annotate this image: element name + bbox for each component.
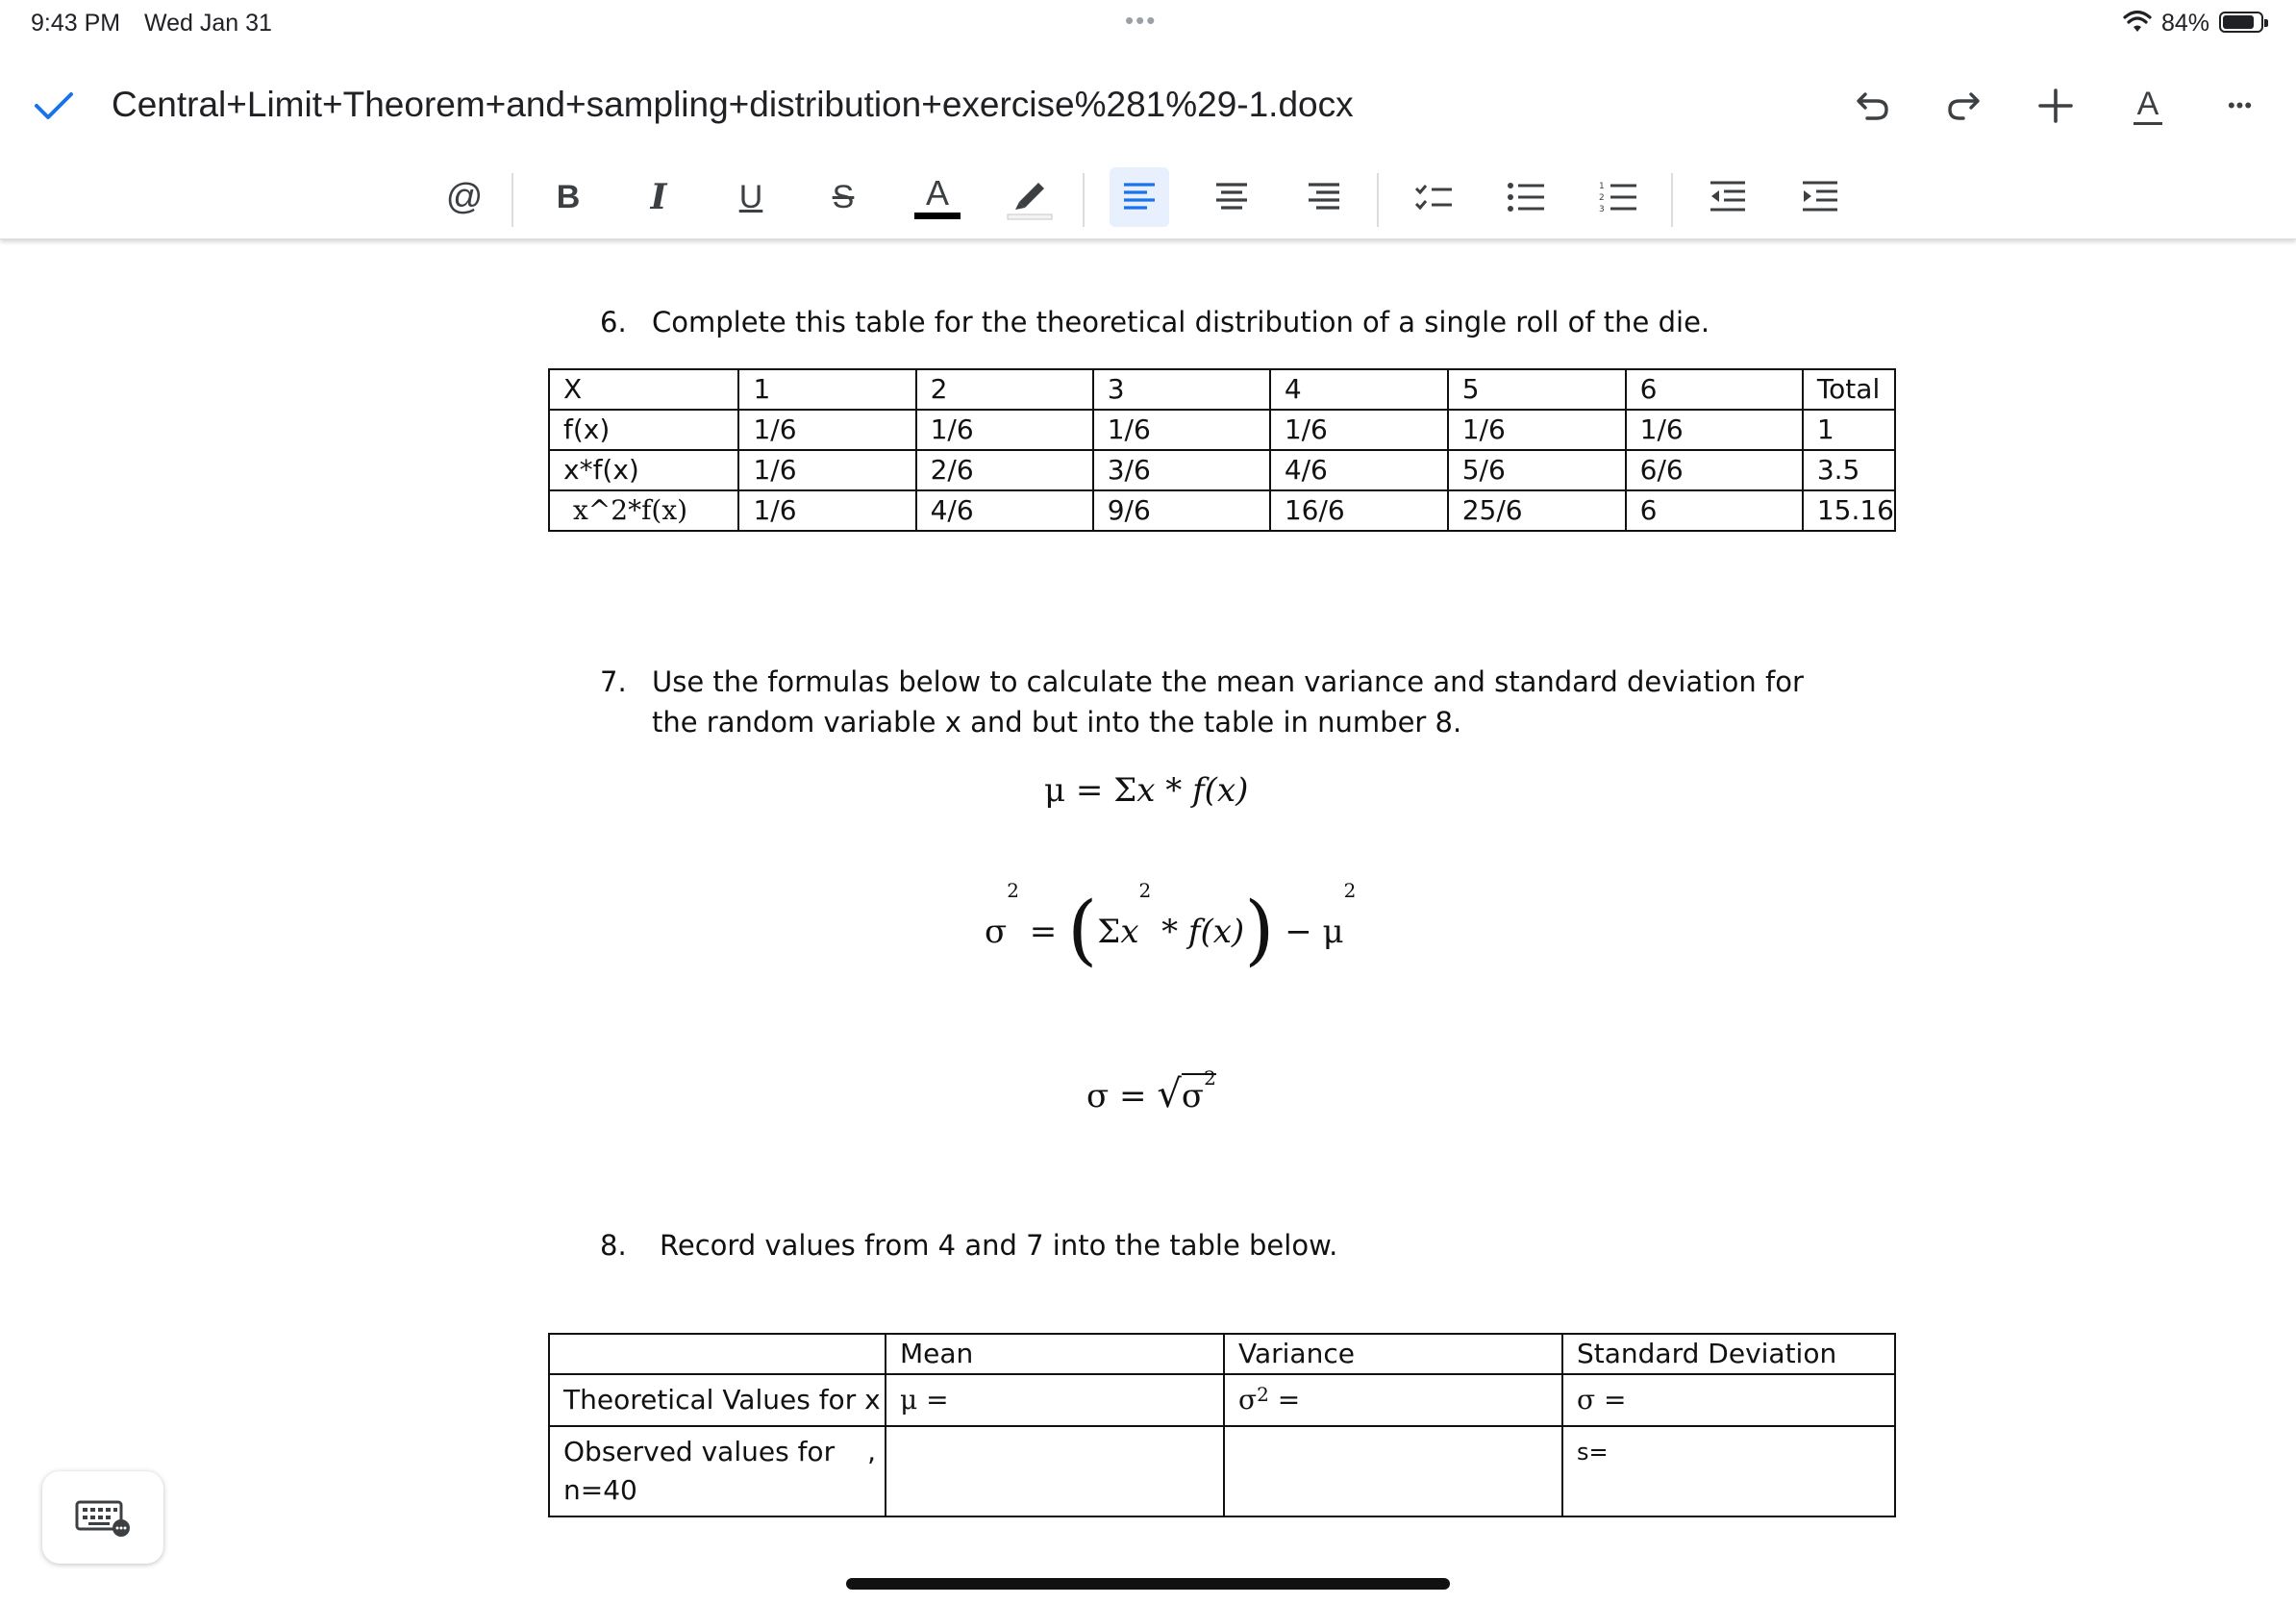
table-cell[interactable]: 3/6 xyxy=(1093,450,1270,490)
table-cell[interactable]: 6 xyxy=(1626,490,1803,531)
underline-button[interactable] xyxy=(721,167,781,227)
table-row xyxy=(549,410,1895,450)
text-color-icon: A xyxy=(925,172,949,213)
table-cell[interactable] xyxy=(549,1334,886,1374)
table-cell[interactable]: 1/6 xyxy=(1448,410,1626,450)
italic-icon: I xyxy=(650,177,667,217)
table-header-cell[interactable]: Variance xyxy=(1224,1334,1562,1374)
variance-cell[interactable]: $\sigma^2$ = xyxy=(1224,1374,1562,1426)
svg-text:3: 3 xyxy=(1599,205,1605,214)
checklist-button[interactable] xyxy=(1404,167,1463,227)
table-row xyxy=(549,1374,1895,1426)
table-row xyxy=(549,1426,1895,1516)
bulleted-list-button[interactable] xyxy=(1496,167,1556,227)
table-cell[interactable]: 1/6 xyxy=(738,450,915,490)
table-row xyxy=(549,1334,1895,1374)
more-icon: ••• xyxy=(2227,93,2254,117)
table-cell[interactable]: 4/6 xyxy=(1270,450,1448,490)
status-time: 9:43 PM xyxy=(31,10,121,37)
row-label-cell[interactable]: x*f(x) xyxy=(549,450,738,490)
question-text-line1: Use the formulas below to calculate the mean variance and standard deviation for xyxy=(652,665,1804,698)
show-keyboard-button[interactable] xyxy=(42,1471,163,1564)
bulleted-list-icon xyxy=(1506,178,1546,216)
table-cell[interactable]: 6/6 xyxy=(1626,450,1803,490)
insert-button[interactable] xyxy=(2031,81,2081,131)
table-cell[interactable]: 1 xyxy=(738,369,915,410)
keyboard-icon xyxy=(75,1498,131,1537)
table-cell[interactable]: 6 xyxy=(1626,369,1803,410)
question-7 xyxy=(600,662,1946,742)
row-label-cell[interactable]: Theoretical Values for x xyxy=(549,1374,886,1426)
table-cell[interactable]: 3 xyxy=(1093,369,1270,410)
checkmark-done-icon[interactable] xyxy=(33,85,75,127)
table-cell[interactable]: 1/6 xyxy=(1270,410,1448,450)
row-label-cell[interactable]: x^2*f(x) xyxy=(549,490,738,531)
multitasking-dots[interactable]: ••• xyxy=(1125,6,1158,35)
variance-formula: $\sigma^2 = (\Sigma x^2 * f(x)) - \mu^2$ xyxy=(985,879,1357,974)
table-cell[interactable]: 1/6 xyxy=(916,410,1093,450)
align-right-icon xyxy=(1305,178,1343,216)
toolbar-divider xyxy=(1083,173,1085,227)
decrease-indent-icon xyxy=(1708,178,1748,216)
table-cell[interactable]: 4/6 xyxy=(916,490,1093,531)
table-cell[interactable]: 4 xyxy=(1270,369,1448,410)
undo-icon xyxy=(1854,87,1892,125)
italic-button[interactable] xyxy=(629,167,688,227)
redo-button[interactable] xyxy=(1938,81,1988,131)
numbered-list-button[interactable] xyxy=(1588,167,1648,227)
distribution-table xyxy=(548,368,1896,532)
redo-icon xyxy=(1944,87,1983,125)
table-cell[interactable]: Total xyxy=(1803,369,1895,410)
document-title-bar xyxy=(0,67,2296,144)
table-cell[interactable]: 5 xyxy=(1448,369,1626,410)
table-header-cell[interactable]: Standard Deviation xyxy=(1562,1334,1895,1374)
format-text-icon: A xyxy=(2136,85,2159,122)
table-cell[interactable]: 5/6 xyxy=(1448,450,1626,490)
table-cell[interactable]: 15.16 xyxy=(1803,490,1895,531)
question-text: Complete this table for the theoretical distribution of a single roll of the die. xyxy=(652,306,1710,338)
mean-formula: μ = Σx * f(x) xyxy=(1044,771,1249,810)
plus-icon xyxy=(2036,87,2075,125)
home-indicator[interactable] xyxy=(846,1578,1450,1590)
table-cell[interactable]: 1/6 xyxy=(738,490,915,531)
table-header-cell[interactable]: Mean xyxy=(886,1334,1224,1374)
table-cell[interactable]: 16/6 xyxy=(1270,490,1448,531)
svg-text:1: 1 xyxy=(1599,182,1605,191)
status-date: Wed Jan 31 xyxy=(144,10,272,37)
underline-icon: U xyxy=(738,178,763,215)
toolbar-divider xyxy=(512,173,513,227)
highlighter-icon xyxy=(1006,173,1054,221)
align-left-icon xyxy=(1120,178,1159,216)
text-color-swatch xyxy=(914,213,961,219)
row-label-cell[interactable]: X xyxy=(549,369,738,410)
strikethrough-button[interactable] xyxy=(813,167,873,227)
format-text-button[interactable] xyxy=(2123,81,2173,131)
increase-indent-icon xyxy=(1800,178,1840,216)
formatting-toolbar xyxy=(0,163,2296,239)
toolbar-divider xyxy=(1377,173,1379,227)
numbered-list-icon xyxy=(1598,178,1638,216)
question-number: 8. xyxy=(600,1229,627,1262)
battery-percent: 84% xyxy=(2161,10,2210,37)
checklist-icon xyxy=(1413,178,1454,216)
more-options-button[interactable] xyxy=(2215,81,2265,131)
question-number: 7. xyxy=(600,665,627,698)
table-cell[interactable]: 1/6 xyxy=(1626,410,1803,450)
document-body[interactable] xyxy=(0,240,2296,1604)
variance-cell[interactable] xyxy=(1224,1426,1562,1516)
table-cell[interactable]: 1 xyxy=(1803,410,1895,450)
align-left-button[interactable] xyxy=(1110,167,1169,227)
std-dev-cell[interactable]: σ = xyxy=(1562,1374,1895,1426)
table-cell[interactable]: 3.5 xyxy=(1803,450,1895,490)
question-6 xyxy=(600,302,1946,342)
bold-button[interactable] xyxy=(538,167,598,227)
wifi-icon xyxy=(2123,8,2152,37)
decrease-indent-button[interactable] xyxy=(1698,167,1758,227)
svg-text:2: 2 xyxy=(1599,193,1605,203)
mean-cell[interactable]: μ = xyxy=(886,1374,1224,1426)
std-dev-cell[interactable]: s= xyxy=(1562,1426,1895,1516)
row-label-cell[interactable]: f(x) xyxy=(549,410,738,450)
std-dev-formula: $\sigma = √\sigma^2$ xyxy=(1086,1066,1216,1116)
question-number: 6. xyxy=(600,306,627,338)
toolbar-divider xyxy=(1671,173,1673,227)
strikethrough-icon: S xyxy=(832,178,855,215)
text-color-button[interactable] xyxy=(908,167,967,227)
align-right-button[interactable] xyxy=(1294,167,1354,227)
mention-button[interactable] xyxy=(435,167,494,227)
at-sign-icon: @ xyxy=(445,176,484,217)
question-8 xyxy=(600,1225,1946,1266)
undo-button[interactable] xyxy=(1848,81,1898,131)
align-center-button[interactable] xyxy=(1202,167,1261,227)
table-row xyxy=(549,369,1895,410)
table-cell[interactable]: 9/6 xyxy=(1093,490,1270,531)
question-text: Record values from 4 and 7 into the table below. xyxy=(660,1229,1338,1262)
highlight-color-button[interactable] xyxy=(1000,167,1060,227)
table-cell[interactable]: 1/6 xyxy=(1093,410,1270,450)
table-row xyxy=(549,490,1895,531)
document-title: Central+Limit+Theorem+and+sampling+distribution+exercise%281%29-1.docx xyxy=(112,85,1354,124)
row-label-cell[interactable]: Observed values for , n=40 xyxy=(549,1426,886,1516)
question-text-line2: the random variable x and but into the table in number 8. xyxy=(652,706,1462,739)
table-row xyxy=(549,450,1895,490)
battery-icon xyxy=(2219,12,2263,33)
increase-indent-button[interactable] xyxy=(1790,167,1850,227)
table-cell[interactable]: 1/6 xyxy=(738,410,915,450)
results-table xyxy=(548,1333,1896,1517)
status-bar xyxy=(0,0,2296,48)
table-cell[interactable]: 2/6 xyxy=(916,450,1093,490)
align-center-icon xyxy=(1212,178,1251,216)
bold-icon: B xyxy=(556,178,581,215)
mean-cell[interactable] xyxy=(886,1426,1224,1516)
table-cell[interactable]: 25/6 xyxy=(1448,490,1626,531)
table-cell[interactable]: 2 xyxy=(916,369,1093,410)
